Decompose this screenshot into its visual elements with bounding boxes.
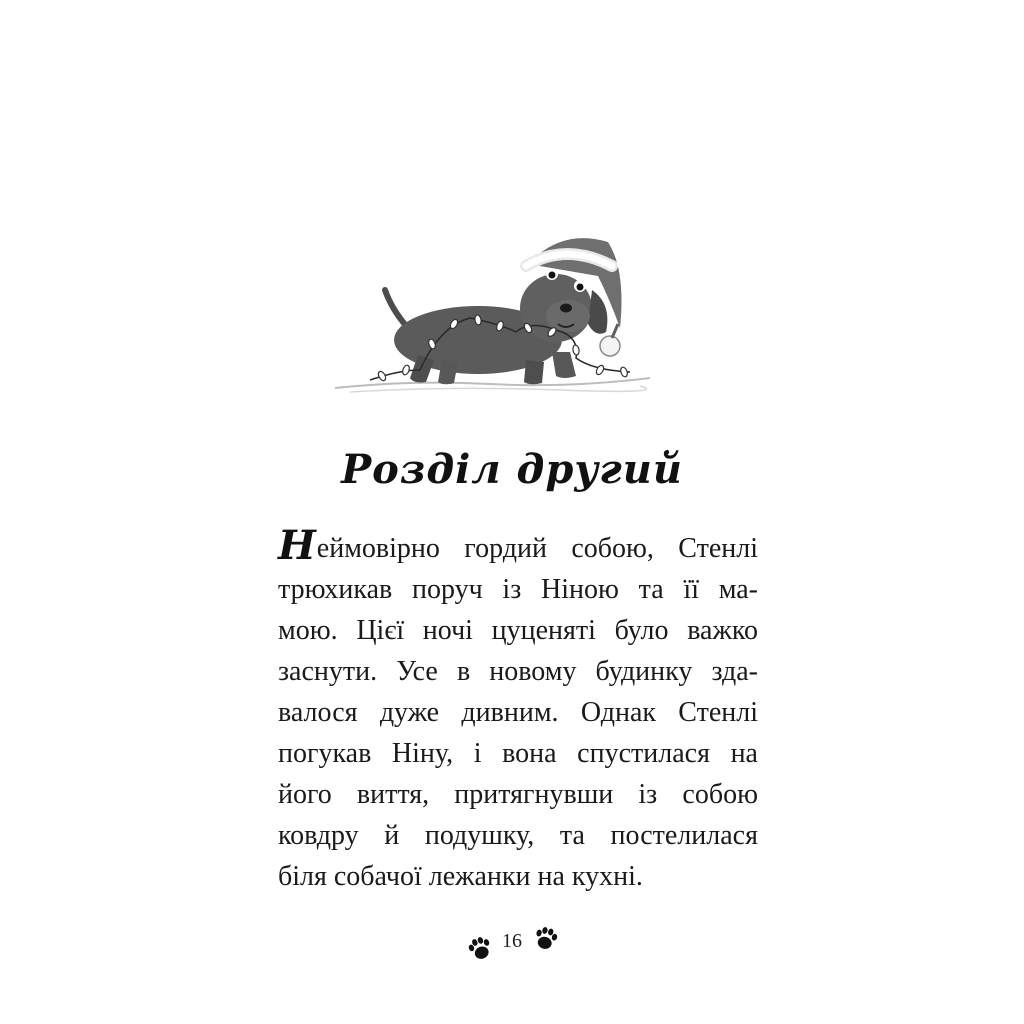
drop-cap: Н — [278, 522, 316, 569]
body-line: його виття, притягнувши із собою — [278, 779, 758, 810]
body-line: біля собачої лежанки на кухні. — [278, 861, 643, 892]
chapter-title: Розділ другий — [341, 446, 683, 493]
body-line: трюхикав поруч із Ніною та її ма- — [278, 574, 758, 605]
paw-print-icon — [532, 924, 560, 952]
chapter-body — [278, 522, 758, 897]
body-line: ковдру й подушку, та постелилася — [278, 820, 758, 851]
body-line: валося дуже дивним. Однак Стенлі — [278, 697, 758, 728]
body-line: погукав Ніну, і вона спустилася на — [278, 738, 758, 769]
body-line: заснути. Усе в новому будинку зда- — [278, 656, 758, 687]
paw-print-icon — [466, 934, 494, 962]
dachshund-illustration — [330, 220, 660, 400]
page-footer — [0, 924, 1024, 964]
body-line — [278, 522, 758, 569]
body-line-text: еймовірно гордий собою, Стенлі — [316, 533, 758, 564]
body-line: мою. Цієї ночі цуценяті було важко — [278, 615, 758, 646]
page-number: 16 — [502, 930, 522, 952]
